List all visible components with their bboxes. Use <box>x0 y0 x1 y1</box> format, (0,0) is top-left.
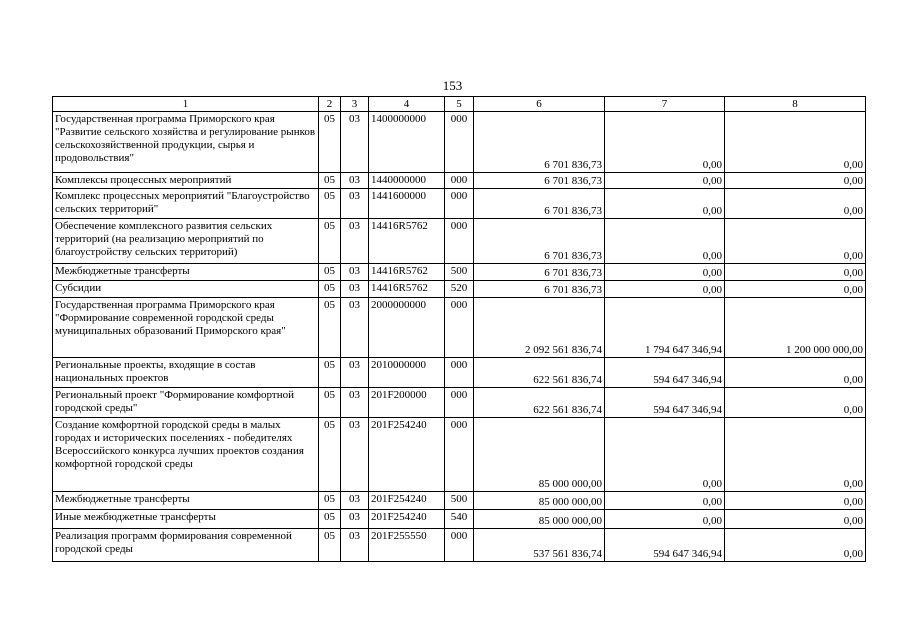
row-amount-col7: 0,00 <box>605 281 725 298</box>
header-col-4: 4 <box>369 97 445 112</box>
row-amount-col7: 0,00 <box>605 264 725 281</box>
row-section: 05 <box>319 281 341 298</box>
row-amount-col7: 0,00 <box>605 189 725 219</box>
row-name: Комплексы процессных мероприятий <box>53 173 319 189</box>
row-amount-col8: 0,00 <box>725 418 866 492</box>
row-amount-col6: 6 701 836,73 <box>474 281 605 298</box>
row-target-code: 14416R5762 <box>369 281 445 298</box>
row-amount-col6: 6 701 836,73 <box>474 112 605 173</box>
row-expense-type: 000 <box>445 358 474 388</box>
table-row <box>53 112 866 173</box>
row-expense-type: 500 <box>445 492 474 510</box>
row-target-code: 1440000000 <box>369 173 445 189</box>
row-name: Субсидии <box>53 281 319 298</box>
table-row <box>53 189 866 219</box>
row-expense-type: 000 <box>445 529 474 562</box>
row-subsection: 03 <box>341 189 369 219</box>
row-subsection: 03 <box>341 298 369 358</box>
row-subsection: 03 <box>341 529 369 562</box>
header-col-5: 5 <box>445 97 474 112</box>
page-number: 153 <box>442 78 463 93</box>
table-row <box>53 298 866 358</box>
row-expense-type: 000 <box>445 388 474 418</box>
row-section: 05 <box>319 173 341 189</box>
row-section: 05 <box>319 388 341 418</box>
row-amount-col8: 0,00 <box>725 388 866 418</box>
row-section: 05 <box>319 189 341 219</box>
header-col-3: 3 <box>341 97 369 112</box>
row-amount-col8: 1 200 000 000,00 <box>725 298 866 358</box>
row-expense-type: 000 <box>445 173 474 189</box>
row-amount-col6: 6 701 836,73 <box>474 219 605 264</box>
table-row <box>53 281 866 298</box>
row-amount-col8: 0,00 <box>725 173 866 189</box>
row-expense-type: 000 <box>445 189 474 219</box>
row-amount-col8: 0,00 <box>725 219 866 264</box>
row-target-code: 1441600000 <box>369 189 445 219</box>
row-expense-type: 000 <box>445 418 474 492</box>
row-name: Комплекс процессных мероприятий "Благоустройство сельских территорий" <box>53 189 319 219</box>
row-amount-col7: 0,00 <box>605 219 725 264</box>
row-amount-col8: 0,00 <box>725 281 866 298</box>
row-amount-col8: 0,00 <box>725 358 866 388</box>
row-amount-col6: 85 000 000,00 <box>474 510 605 529</box>
row-amount-col6: 85 000 000,00 <box>474 492 605 510</box>
row-name: Реализация программ формирования современной городской среды <box>53 529 319 562</box>
row-subsection: 03 <box>341 219 369 264</box>
row-target-code: 201F254240 <box>369 492 445 510</box>
row-amount-col7: 0,00 <box>605 492 725 510</box>
row-expense-type: 500 <box>445 264 474 281</box>
row-target-code: 201F200000 <box>369 388 445 418</box>
row-name: Межбюджетные трансферты <box>53 264 319 281</box>
row-section: 05 <box>319 358 341 388</box>
row-amount-col7: 594 647 346,94 <box>605 529 725 562</box>
row-amount-col6: 622 561 836,74 <box>474 358 605 388</box>
row-amount-col7: 0,00 <box>605 173 725 189</box>
row-subsection: 03 <box>341 492 369 510</box>
row-amount-col6: 6 701 836,73 <box>474 189 605 219</box>
row-amount-col6: 6 701 836,73 <box>474 264 605 281</box>
row-amount-col6: 537 561 836,74 <box>474 529 605 562</box>
row-amount-col7: 594 647 346,94 <box>605 358 725 388</box>
table-row <box>53 358 866 388</box>
header-col-8: 8 <box>725 97 866 112</box>
table-row <box>53 388 866 418</box>
row-target-code: 1400000000 <box>369 112 445 173</box>
row-expense-type: 000 <box>445 112 474 173</box>
row-subsection: 03 <box>341 112 369 173</box>
row-expense-type: 000 <box>445 298 474 358</box>
row-expense-type: 540 <box>445 510 474 529</box>
row-name: Государственная программа Приморского края "Формирование современной городской среды муниципальных образований Приморского края" <box>53 298 319 358</box>
row-amount-col8: 0,00 <box>725 264 866 281</box>
row-expense-type: 000 <box>445 219 474 264</box>
row-amount-col7: 0,00 <box>605 418 725 492</box>
row-name: Иные межбюджетные трансферты <box>53 510 319 529</box>
row-amount-col6: 6 701 836,73 <box>474 173 605 189</box>
row-subsection: 03 <box>341 388 369 418</box>
row-subsection: 03 <box>341 418 369 492</box>
row-target-code: 14416R5762 <box>369 219 445 264</box>
row-subsection: 03 <box>341 358 369 388</box>
row-amount-col6: 2 092 561 836,74 <box>474 298 605 358</box>
row-name: Региональные проекты, входящие в состав национальных проектов <box>53 358 319 388</box>
header-col-6: 6 <box>474 97 605 112</box>
row-section: 05 <box>319 418 341 492</box>
table-row <box>53 492 866 510</box>
row-section: 05 <box>319 219 341 264</box>
row-amount-col7: 0,00 <box>605 112 725 173</box>
row-amount-col7: 594 647 346,94 <box>605 388 725 418</box>
row-subsection: 03 <box>341 281 369 298</box>
table-row <box>53 219 866 264</box>
row-section: 05 <box>319 529 341 562</box>
header-row <box>53 97 866 112</box>
row-name: Создание комфортной городской среды в малых городах и исторических поселениях - победителях Всероссийского конкурса лучших проектов создания комфортной городской среды <box>53 418 319 492</box>
row-name: Региональный проект "Формирование комфортной городской среды" <box>53 388 319 418</box>
row-name: Государственная программа Приморского края "Развитие сельского хозяйства и регулирование рынков сельскохозяйственной продукции, сырья и продовольствия" <box>53 112 319 173</box>
row-amount-col8: 0,00 <box>725 492 866 510</box>
table-row <box>53 264 866 281</box>
row-amount-col6: 622 561 836,74 <box>474 388 605 418</box>
row-target-code: 201F254240 <box>369 510 445 529</box>
budget-table <box>52 96 866 562</box>
row-section: 05 <box>319 510 341 529</box>
header-col-1: 1 <box>53 97 319 112</box>
row-name: Межбюджетные трансферты <box>53 492 319 510</box>
row-amount-col8: 0,00 <box>725 189 866 219</box>
row-target-code: 2010000000 <box>369 358 445 388</box>
row-name: Обеспечение комплексного развития сельских территорий (на реализацию мероприятий по благоустройству сельских территорий) <box>53 219 319 264</box>
row-amount-col8: 0,00 <box>725 529 866 562</box>
row-subsection: 03 <box>341 264 369 281</box>
row-section: 05 <box>319 298 341 358</box>
row-target-code: 201F255550 <box>369 529 445 562</box>
row-amount-col8: 0,00 <box>725 510 866 529</box>
row-subsection: 03 <box>341 173 369 189</box>
table-row <box>53 418 866 492</box>
row-amount-col8: 0,00 <box>725 112 866 173</box>
row-target-code: 201F254240 <box>369 418 445 492</box>
row-amount-col6: 85 000 000,00 <box>474 418 605 492</box>
row-amount-col7: 0,00 <box>605 510 725 529</box>
row-subsection: 03 <box>341 510 369 529</box>
row-section: 05 <box>319 112 341 173</box>
table-row <box>53 529 866 562</box>
row-expense-type: 520 <box>445 281 474 298</box>
row-section: 05 <box>319 264 341 281</box>
row-target-code: 14416R5762 <box>369 264 445 281</box>
row-section: 05 <box>319 492 341 510</box>
header-col-2: 2 <box>319 97 341 112</box>
table-row <box>53 173 866 189</box>
header-col-7: 7 <box>605 97 725 112</box>
row-target-code: 2000000000 <box>369 298 445 358</box>
row-amount-col7: 1 794 647 346,94 <box>605 298 725 358</box>
table-row <box>53 510 866 529</box>
